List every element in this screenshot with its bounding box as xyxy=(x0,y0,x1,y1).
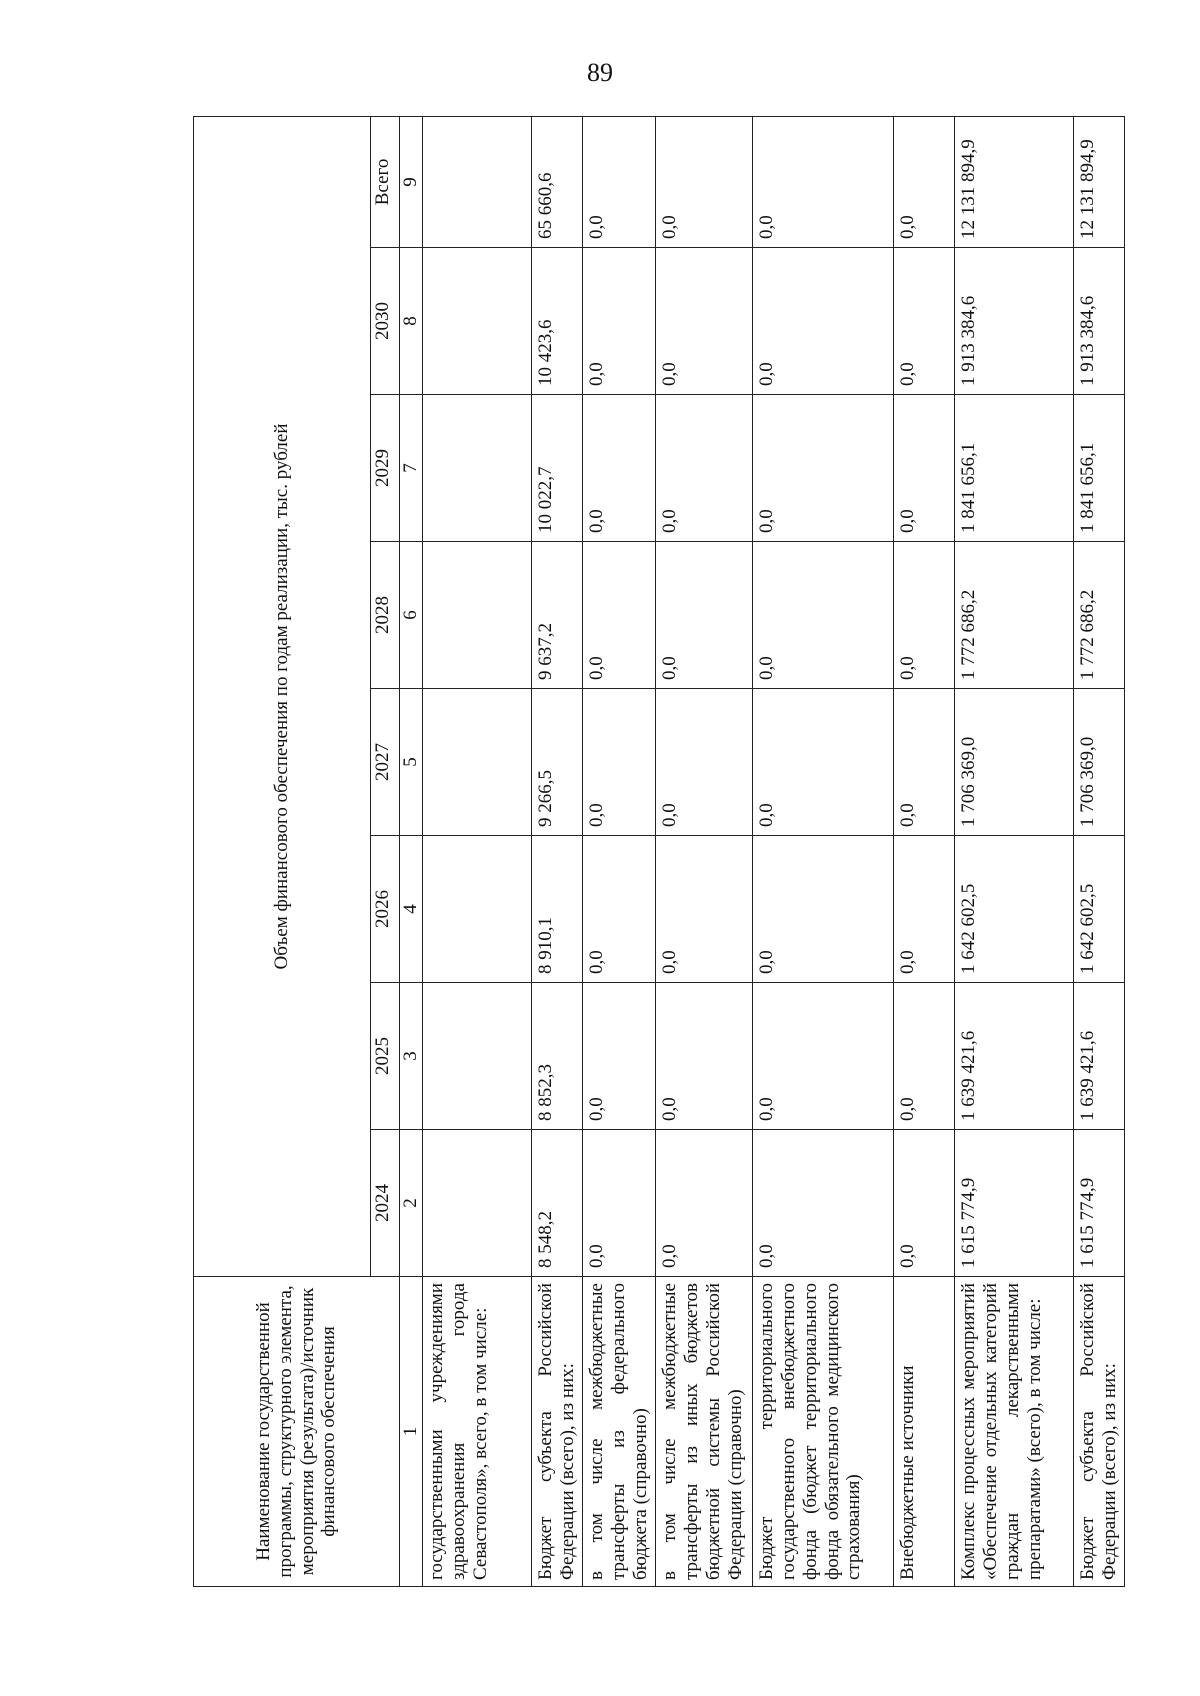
cell-value: 1 913 384,6 xyxy=(955,248,1074,395)
cell-value xyxy=(423,836,532,983)
year-header: 2028 xyxy=(371,542,400,689)
year-header: 2027 xyxy=(371,689,400,836)
column-index-row xyxy=(400,116,423,1586)
cell-value: 1 615 774,9 xyxy=(955,1130,1074,1277)
column-index: 1 xyxy=(400,1277,423,1587)
row-name: Комплекс процессных мероприятий «Обеспечение отдельных категорий граждан лекарственными препаратами» (всего), в том числе: xyxy=(955,1277,1074,1587)
column-index: 3 xyxy=(400,983,423,1130)
cell-value: 0,0 xyxy=(656,542,753,689)
cell-value: 0,0 xyxy=(583,836,656,983)
column-index: 4 xyxy=(400,836,423,983)
cell-value: 0,0 xyxy=(894,248,955,395)
year-header: 2030 xyxy=(371,248,400,395)
cell-value: 0,0 xyxy=(753,1130,894,1277)
cell-value: 12 131 894,9 xyxy=(1074,116,1125,247)
cell-value: 1 772 686,2 xyxy=(1074,542,1125,689)
cell-value xyxy=(423,542,532,689)
cell-value: 0,0 xyxy=(656,836,753,983)
cell-value: 0,0 xyxy=(583,983,656,1130)
cell-value xyxy=(423,1130,532,1277)
cell-value: 0,0 xyxy=(894,395,955,542)
cell-value: 0,0 xyxy=(894,1130,955,1277)
column-index: 9 xyxy=(400,116,423,247)
row-name: Внебюджетные источники xyxy=(894,1277,955,1587)
cell-value: 0,0 xyxy=(656,689,753,836)
year-header: 2025 xyxy=(371,983,400,1130)
cell-value xyxy=(423,116,532,247)
cell-value: 1 706 369,0 xyxy=(1074,689,1125,836)
table-row xyxy=(753,116,894,1586)
cell-value: 0,0 xyxy=(894,116,955,247)
cell-value: 1 841 656,1 xyxy=(955,395,1074,542)
cell-value: 0,0 xyxy=(656,983,753,1130)
name-column-header: Наименование государственной программы, структурного элемента, мероприятия (результата)/источник финансового обеспечения xyxy=(194,1277,400,1587)
year-header: 2029 xyxy=(371,395,400,542)
table-row xyxy=(656,116,753,1586)
cell-value: 8 910,1 xyxy=(532,836,583,983)
row-name: в том числе межбюджетные трансферты из федерального бюджета (справочно) xyxy=(583,1277,656,1587)
year-header: 2024 xyxy=(371,1130,400,1277)
cell-value xyxy=(423,395,532,542)
cell-value: 10 022,7 xyxy=(532,395,583,542)
cell-value: 1 642 602,5 xyxy=(955,836,1074,983)
cell-value: 0,0 xyxy=(656,116,753,247)
cell-value: 0,0 xyxy=(894,689,955,836)
cell-value: 9 266,5 xyxy=(532,689,583,836)
cell-value: 0,0 xyxy=(583,542,656,689)
rotated-table-container xyxy=(193,117,1120,1587)
cell-value: 0,0 xyxy=(894,983,955,1130)
financing-table xyxy=(193,116,1125,1587)
year-header: 2026 xyxy=(371,836,400,983)
cell-value: 9 637,2 xyxy=(532,542,583,689)
cell-value: 1 639 421,6 xyxy=(1074,983,1125,1130)
column-index: 8 xyxy=(400,248,423,395)
table-row xyxy=(1074,116,1125,1586)
table-row xyxy=(583,116,656,1586)
table-row xyxy=(894,116,955,1586)
row-name: в том числе межбюджетные трансферты из иных бюджетов бюджетной системы Российской Федерации (справочно) xyxy=(656,1277,753,1587)
cell-value: 0,0 xyxy=(656,248,753,395)
cell-value: 0,0 xyxy=(894,836,955,983)
column-index: 6 xyxy=(400,542,423,689)
page-number: 89 xyxy=(587,58,613,87)
cell-value: 0,0 xyxy=(583,248,656,395)
cell-value: 0,0 xyxy=(753,542,894,689)
cell-value: 0,0 xyxy=(753,836,894,983)
column-index: 5 xyxy=(400,689,423,836)
cell-value: 0,0 xyxy=(656,395,753,542)
cell-value xyxy=(423,689,532,836)
column-index: 2 xyxy=(400,1130,423,1277)
cell-value: 1 772 686,2 xyxy=(955,542,1074,689)
row-name: государственными учреждениями здравоохранения города Севастополя», всего, в том числе: xyxy=(423,1277,532,1587)
cell-value: 1 706 369,0 xyxy=(955,689,1074,836)
cell-value xyxy=(423,248,532,395)
row-name: Бюджет субъекта Российской Федерации (всего), из них: xyxy=(532,1277,583,1587)
column-index: 7 xyxy=(400,395,423,542)
cell-value: 10 423,6 xyxy=(532,248,583,395)
cell-value: 1 913 384,6 xyxy=(1074,248,1125,395)
cell-value: 0,0 xyxy=(753,116,894,247)
table-row xyxy=(955,116,1074,1586)
table-row xyxy=(532,116,583,1586)
cell-value: 12 131 894,9 xyxy=(955,116,1074,247)
cell-value: 0,0 xyxy=(656,1130,753,1277)
cell-value: 8 852,3 xyxy=(532,983,583,1130)
row-name: Бюджет субъекта Российской Федерации (всего), из них: xyxy=(1074,1277,1125,1587)
total-header: Всего xyxy=(371,116,400,247)
funding-group-header: Объем финансового обеспечения по годам реализации, тыс. рублей xyxy=(194,116,371,1276)
cell-value: 65 660,6 xyxy=(532,116,583,247)
cell-value: 1 841 656,1 xyxy=(1074,395,1125,542)
cell-value: 1 639 421,6 xyxy=(955,983,1074,1130)
cell-value: 0,0 xyxy=(753,395,894,542)
cell-value: 8 548,2 xyxy=(532,1130,583,1277)
cell-value: 1 642 602,5 xyxy=(1074,836,1125,983)
cell-value xyxy=(423,983,532,1130)
cell-value: 0,0 xyxy=(753,248,894,395)
cell-value: 1 615 774,9 xyxy=(1074,1130,1125,1277)
cell-value: 0,0 xyxy=(583,689,656,836)
cell-value: 0,0 xyxy=(583,1130,656,1277)
cell-value: 0,0 xyxy=(583,116,656,247)
table-row xyxy=(423,116,532,1586)
cell-value: 0,0 xyxy=(753,983,894,1130)
row-name: Бюджет территориального государственного внебюджетного фонда (бюджет территориального фонда обязательного медицинского страхования) xyxy=(753,1277,894,1587)
cell-value: 0,0 xyxy=(753,689,894,836)
cell-value: 0,0 xyxy=(583,395,656,542)
cell-value: 0,0 xyxy=(894,542,955,689)
